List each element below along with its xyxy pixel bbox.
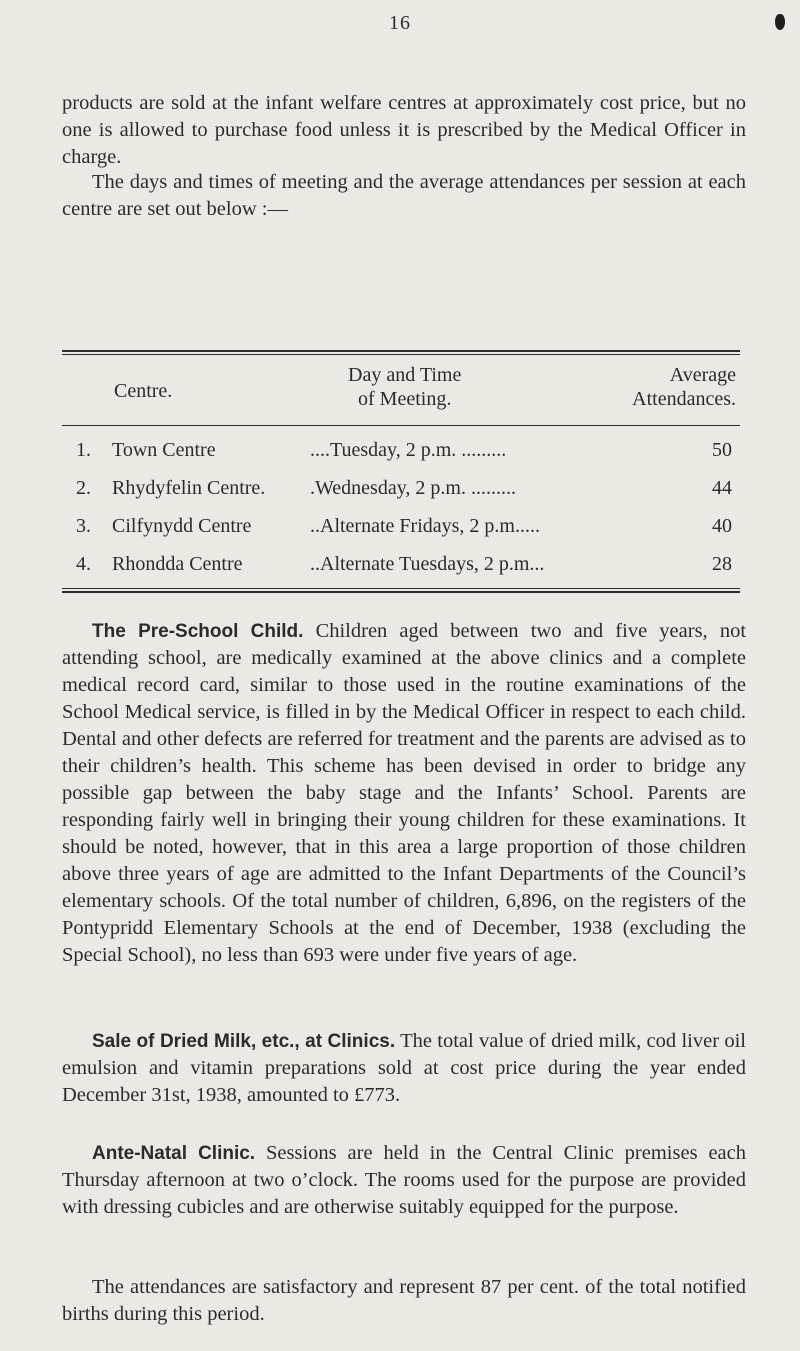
row-number: 2. [76, 477, 91, 499]
closing-paragraph: The attendances are satisfactory and represent 87 per cent. of the total notified births during this period. [62, 1276, 746, 1325]
table-top-rule-thin [62, 354, 740, 355]
table-header-rule [62, 425, 740, 426]
row-attendance: 40 [712, 515, 732, 537]
header-attendances [632, 363, 736, 411]
table-row [62, 437, 740, 463]
header-avg-line1: Average [669, 364, 736, 386]
row-centre: Cilfynydd Centre [112, 515, 252, 537]
row-attendance: 28 [712, 553, 732, 575]
ink-mark [775, 14, 785, 30]
page-number: 16 [389, 12, 411, 34]
row-number: 3. [76, 515, 91, 537]
row-centre: Rhydyfelin Centre. [112, 477, 266, 499]
row-day-time: ..Alternate Tuesdays, 2 p.m... [310, 553, 545, 575]
section-heading: Ante-Natal Clinic. [92, 1143, 256, 1164]
row-number: 4. [76, 553, 91, 575]
header-day-time [348, 363, 461, 411]
row-attendance: 50 [712, 439, 732, 461]
table-bottom-rule-thick [62, 591, 740, 593]
section-sale-dried-milk [62, 1028, 746, 1109]
section-heading: The Pre-School Child. [92, 621, 304, 642]
row-centre: Rhondda Centre [112, 553, 243, 575]
section-ante-natal-clinic [62, 1140, 746, 1221]
header-avg-line2: Attendances. [632, 388, 736, 410]
intro-paragraph: products are sold at the infant welfare centres at approximately cost price, but no one is allowed to purchase food unless it is prescribed by the Medical Officer in charge. [62, 92, 746, 168]
header-centre: Centre. [114, 380, 173, 402]
table-top-rule [62, 350, 740, 352]
row-number: 1. [76, 439, 91, 461]
table-header [62, 363, 740, 419]
table-bottom-rule [62, 588, 740, 589]
row-attendance: 44 [712, 477, 732, 499]
row-day-time: ..Alternate Fridays, 2 p.m..... [310, 515, 540, 537]
section-body: The total value of dried milk, cod liver oil emulsion and vitamin preparations sold at cost price during the year ended December 31st, 1938, amounted to £773. [62, 1030, 746, 1106]
table-intro-paragraph: The days and times of meeting and the average attendances per session at each centre are set out below :— [62, 171, 746, 220]
row-day-time: .Wednesday, 2 p.m. ......... [310, 477, 516, 499]
table-row [62, 513, 740, 539]
section-body: Sessions are held in the Central Clinic premises each Thursday afternoon at two o’clock. The rooms used for the purpose are provided with dressing cubicles and are otherwise suitably equipped for the purpose. [62, 1142, 746, 1218]
table-row [62, 475, 740, 501]
row-day-time: ....Tuesday, 2 p.m. ......... [310, 439, 507, 461]
header-day-line2: of Meeting. [358, 388, 452, 410]
section-body: Children aged between two and five years, not attending school, are medically examined at the above clinics and a complete medical record card, similar to those used in the routine examinations of the School Medical service, is filled in by the Medical Officer in respect to each child. Dental and other defects are referred for treatment and the parents are advised as to their children’s health. This scheme has been devised in order to bridge any possible gap between the baby stage and the Infants’ School. Parents are responding fairly well in bringing their young children for these examinations. It should be noted, however, that in this area a large proportion of those children above three years of age are admitted to the Infant Departments of the Council’s elementary schools. Of the total number of children, 6,896, on the registers of the Pontypridd Elementary Schools at the end of December, 1938 (excluding the Special School), no less than 693 were under five years of age. [62, 620, 747, 966]
header-day-line1: Day and Time [348, 364, 462, 386]
row-centre: Town Centre [112, 439, 216, 461]
section-heading: Sale of Dried Milk, etc., at Clinics. [92, 1031, 396, 1052]
table-row [62, 551, 740, 577]
section-pre-school-child [62, 618, 746, 969]
